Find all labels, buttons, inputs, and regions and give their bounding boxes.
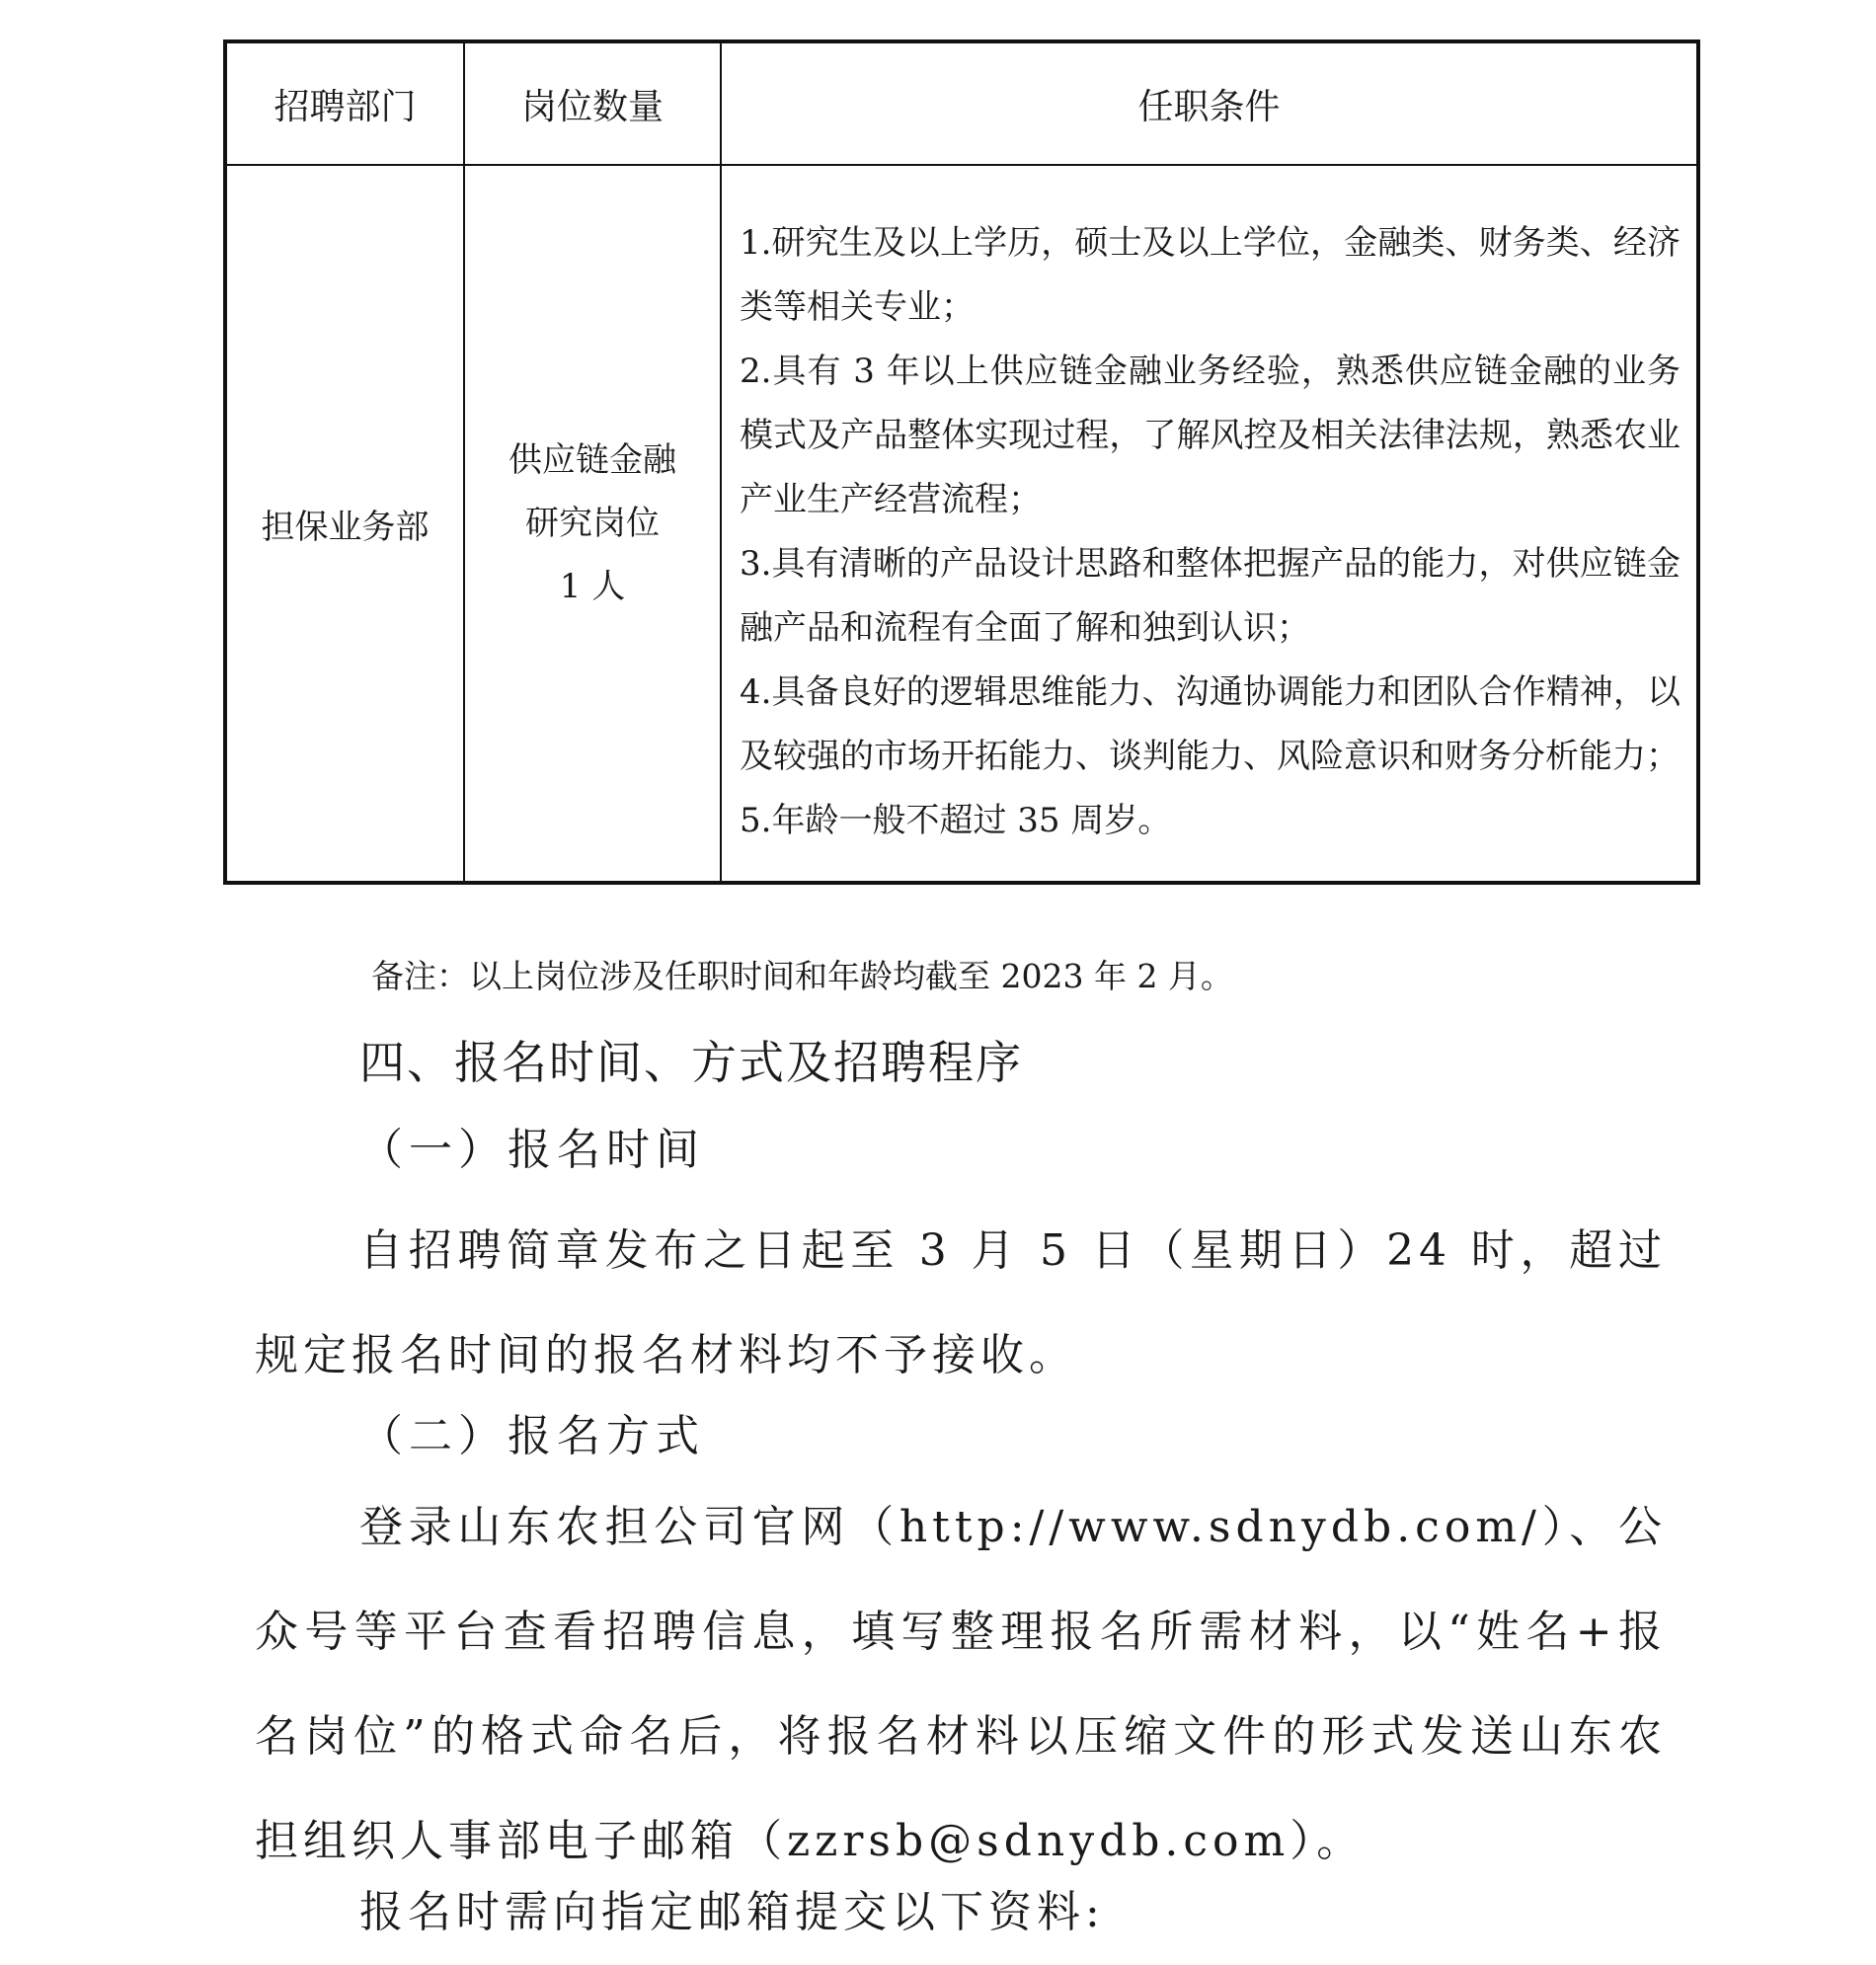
table-row bbox=[225, 165, 1698, 883]
requirement-item: 5.年龄一般不超过 35 周岁。 bbox=[740, 801, 1172, 840]
paragraph-registration-method: 登录山东农担公司官网（http://www.sdnydb.com/）、公众号等平台查看招聘信息，填写整理报名所需材料，以“姓名+报名岗位”的格式命名后，将报名材料以压缩文件的形式发送山东农担组织人事部电子邮箱（zzrsb@sdnydb.com）。 bbox=[255, 1502, 1667, 1866]
requirement-item: 4.具备良好的逻辑思维能力、沟通协调能力和团队合作精神，以及较强的市场开拓能力、谈判能力、风险意识和财务分析能力； bbox=[740, 672, 1681, 776]
position-line: 研究岗位 bbox=[525, 504, 660, 543]
requirement-item: 3.具有清晰的产品设计思路和整体把握产品的能力，对供应链金融产品和流程有全面了解和独到认识； bbox=[740, 544, 1681, 648]
paragraph-required-materials: 报名时需向指定邮箱提交以下资料: bbox=[359, 1887, 1105, 1937]
subsection-heading-registration-time: （一）报名时间 bbox=[359, 1125, 705, 1175]
recruitment-table bbox=[223, 39, 1700, 885]
requirement-item: 2.具有 3 年以上供应链金融业务经验，熟悉供应链金融的业务模式及产品整体实现过程，了解风控及相关法律法规，熟悉农业产业生产经营流程； bbox=[740, 352, 1681, 519]
position-cell bbox=[464, 165, 721, 883]
table-header-row bbox=[225, 41, 1698, 165]
position-count-line: 1 人 bbox=[559, 567, 626, 606]
department-cell: 担保业务部 bbox=[225, 165, 464, 883]
header-department: 招聘部门 bbox=[225, 41, 464, 165]
position-line: 供应链金融 bbox=[508, 440, 676, 480]
requirement-item: 1.研究生及以上学历，硕士及以上学位，金融类、财务类、经济类等相关专业； bbox=[740, 223, 1681, 327]
table-note: 备注：以上岗位涉及任职时间和年龄均截至 2023 年 2 月。 bbox=[371, 957, 1233, 995]
section-heading: 四、报名时间、方式及招聘程序 bbox=[359, 1036, 1023, 1089]
header-requirements: 任职条件 bbox=[721, 41, 1698, 165]
paragraph-registration-time: 自招聘简章发布之日起至 3 月 5 日（星期日）24 时，超过规定报名时间的报名材料均不予接收。 bbox=[255, 1225, 1667, 1380]
subsection-heading-registration-method: （二）报名方式 bbox=[359, 1411, 705, 1461]
header-position-count: 岗位数量 bbox=[464, 41, 721, 165]
requirements-cell bbox=[721, 165, 1698, 883]
